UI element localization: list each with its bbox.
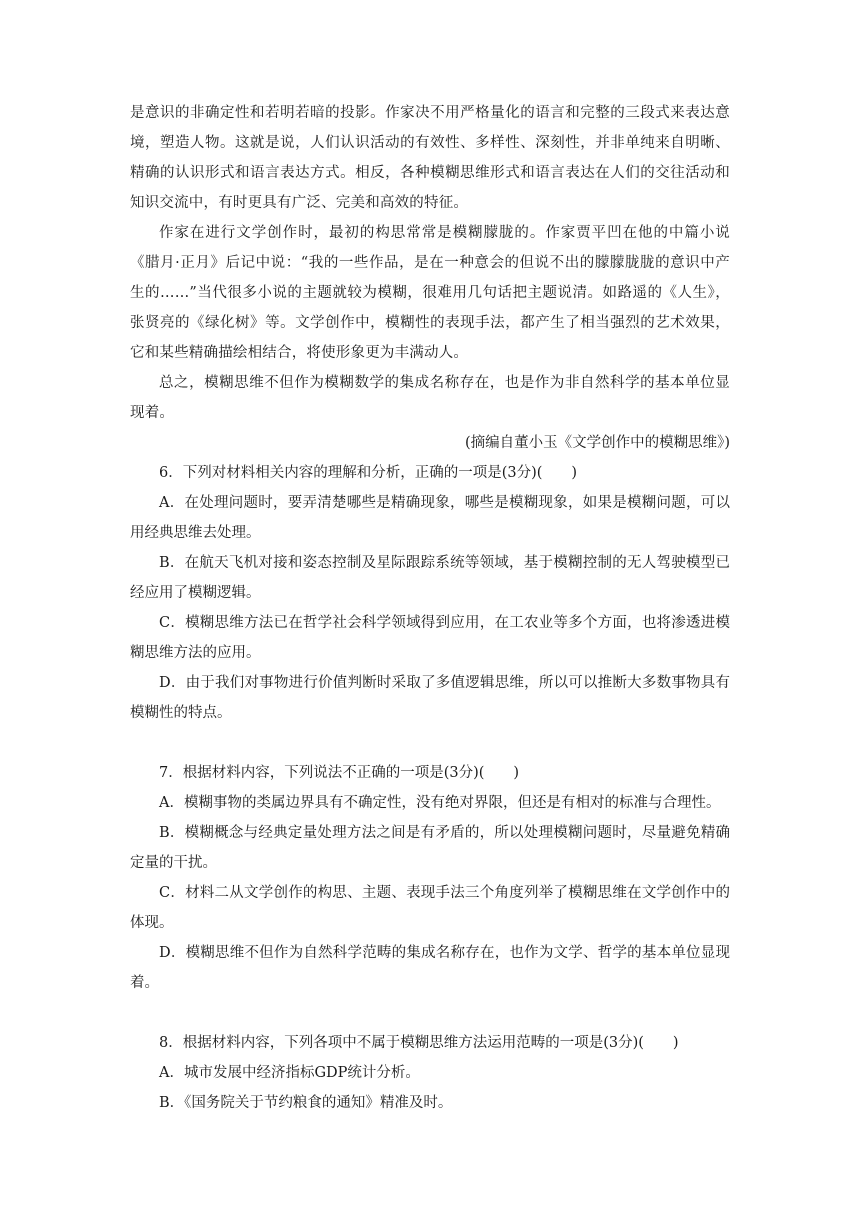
option-d: D．模糊思维不但作为自然科学范畴的集成名称存在，也作为文学、哲学的基本单位显现着。 (130, 945, 730, 991)
option-c: C．材料二从文学创作的构思、主题、表现手法三个角度列举了模糊思维在文学创作中的体现。 (130, 885, 730, 931)
option-b: B．在航天飞机对接和姿态控制及星际跟踪系统等领域，基于模糊控制的无人驾驶模型已经应用了模糊逻辑。 (130, 555, 730, 601)
passage (130, 98, 730, 458)
spacer (130, 728, 730, 758)
passage-paragraph-1: 是意识的非确定性和若明若暗的投影。作家决不用严格量化的语言和完整的三段式来表达意境，塑造人物。这就是说，人们认识活动的有效性、多样性、深刻性，并非单纯来自明晰、精确的认识形式和语言表达方式。相反，各种模糊思维形式和语言表达在人们的交往活动和知识交流中，有时更具有广泛、完美和高效的特征。 (130, 105, 730, 211)
option-c: C．模糊思维方法已在哲学社会科学领域得到应用，在工农业等多个方面，也将渗透进模糊思维方法的应用。 (130, 615, 730, 661)
option-d: D．由于我们对事物进行价值判断时采取了多值逻辑思维，所以可以推断大多数事物具有模糊性的特点。 (130, 675, 730, 721)
option-a: A．城市发展中经济指标GDP统计分析。 (159, 1065, 420, 1081)
option-a: A．在处理问题时，要弄清楚哪些是精确现象，哪些是模糊现象，如果是模糊问题，可以用经典思维去处理。 (130, 495, 730, 541)
question-stem: 7．根据材料内容，下列说法不正确的一项是(3分)( ) (159, 765, 520, 781)
question-7 (130, 758, 730, 998)
option-a: A．模糊事物的类属边界具有不确定性，没有绝对界限，但还是有相对的标准与合理性。 (159, 795, 721, 811)
question-stem: 8．根据材料内容，下列各项中不属于模糊思维方法运用范畴的一项是(3分)( ) (159, 1035, 679, 1051)
question-8 (130, 1028, 730, 1118)
spacer (130, 998, 730, 1028)
passage-source: (摘编自董小玉《文学创作中的模糊思维》) (464, 435, 730, 451)
question-6 (130, 458, 730, 728)
option-b: B．模糊概念与经典定量处理方法之间是有矛盾的，所以处理模糊问题时，尽量避免精确定量的干扰。 (130, 825, 730, 871)
question-stem: 6．下列对材料相关内容的理解和分析，正确的一项是(3分)( ) (159, 465, 578, 481)
option-b: B．《国务院关于节约粮食的通知》精准及时。 (159, 1095, 453, 1111)
passage-paragraph-3: 总之，模糊思维不但作为模糊数学的集成名称存在，也是作为非自然科学的基本单位显现着。 (130, 375, 730, 421)
passage-paragraph-2: 作家在进行文学创作时，最初的构思常常是模糊朦胧的。作家贾平凹在他的中篇小说《腊月·正月》后记中说：“我的一些作品，是在一种意会的但说不出的朦朦胧胧的意识中产生的……”当代很多小说的主题就较为模糊，很难用几句话把主题说清。如路遥的《人生》，张贤亮的《绿化树》等。文学创作中，模糊性的表现手法，都产生了相当强烈的艺术效果，它和某些精确描绘相结合，将使形象更为丰满动人。 (130, 225, 730, 361)
